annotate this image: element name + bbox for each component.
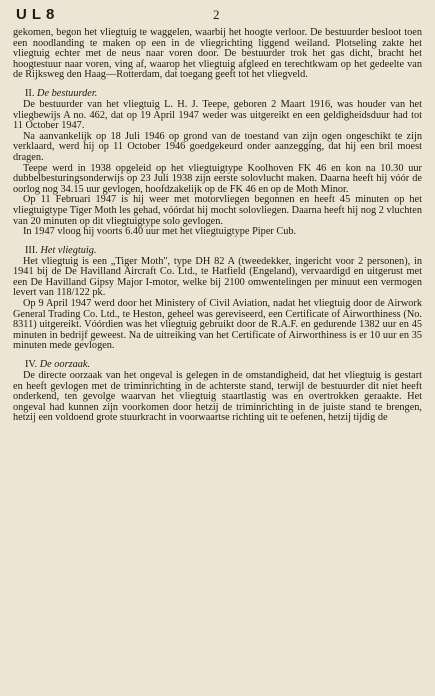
section-title: De oorzaak. [39, 359, 91, 371]
section-number: IV. [25, 359, 38, 371]
paragraph: De directe oorzaak van het ongeval is gelegen in de omstandigheid, dat het vliegtuig is gestart en heeft gevlogen met de triminrichting in de achterste stand, terwijl de bestuurder dit niet heeft onderkend, ten gevolge waarvan het vliegtuig staartlastig was en overtrokken geraakte. Het ongeval had kunnen zijn voorkomen door hetzij de triminrichting in de juiste stand te brengen, hetzij een voldoend grote stuurkracht in voorwaartse richting uit te oefenen, hetzij tijdig de [13, 370, 422, 424]
section-heading-vliegtuig [13, 245, 422, 256]
section-heading-oorzaak [13, 359, 422, 370]
intro-paragraph: gekomen, begon het vliegtuig te waggelen, waarbij het hoogte verloor. De bestuurder besloot toen een noodlanding te maken op een in de vliegrichting liggend weiland. Plotseling zakte het vliegtuig echter met de neus naar voren door. De bestuurder trok het gas dicht, bracht het hoogtestuur naar voren, ving af, waarop het vliegtuig afgleed en terechtkwam op het gedeelte van de Rijksweg den Haag—Rotterdam, dat toegang geeft tot het vliegveld. [13, 27, 422, 81]
document-code: UL8 [16, 6, 60, 23]
paragraph: Op 11 Februari 1947 is hij weer met motorvliegen begonnen en heeft 45 minuten op het vliegtuigtype Tiger Moth les gehad, vóórdat hij mocht solovliegen. Daarna heeft hij nog 2 vluchten van 20 minuten op dit vliegtuigtype solo gevlogen. [13, 194, 422, 227]
section-number: III. [25, 244, 38, 256]
paragraph: Na aanvankelijk op 18 Juli 1946 op grond van de toestand van zijn ogen ongeschikt te zijn verklaard, werd hij op 11 October 1946 goedgekeurd onder aanzegging, dat hij een bril moest dragen. [13, 130, 422, 163]
paragraph: In 1947 vloog hij voorts 6.40 uur met het vliegtuigtype Piper Cub. [23, 226, 297, 238]
section-title: De bestuurder. [37, 87, 98, 99]
page-number: 2 [213, 7, 220, 22]
paragraph: Op 9 April 1947 werd door het Ministery of Civil Aviation, nadat het vliegtuig door de Airwork General Trading Co. Ltd., te Heston, geheel was gereviseerd, een Certificate of Airworthiness (No. 8311) uitgereikt. Vóórdien was het vliegtuig gebruikt door de R.A.F. en gedurende 1382 uur en 45 minuten in bedrijf geweest. Na de uitreiking van het Certificate of Airworthiness is er 10 uur en 35 minuten mede gevlogen. [13, 298, 422, 352]
section-number: II. [25, 87, 35, 99]
section-heading-bestuurder [13, 88, 422, 99]
page-header [13, 6, 422, 28]
paragraph: Het vliegtuig is een „Tiger Moth", type DH 82 A (tweedekker, ingericht voor 2 personen), in 1941 bij de De Havilland Aircraft Co. Ltd., te Hatfield (Engeland), vervaardigd en uitgerust met een De Havilland Gipsy Major I-motor, welke bij 2100 omwentelingen per minuut een vermogen levert van 118/122 pk. [13, 255, 422, 299]
paragraph: Teepe werd in 1938 opgeleid op het vliegtuigtype Koolhoven FK 46 en kon na 10.30 uur dubbelbesturingsonderwijs op 23 Juli 1938 zijn eerste solovlucht maken. Daarna heeft hij vóór de oorlog nog 34.15 uur gevlogen, hoofdzakelijk op de FK 46 en op de Moth Minor. [13, 162, 422, 195]
paragraph: De bestuurder van het vliegtuig L. H. J. Teepe, geboren 2 Maart 1916, was houder van het vliegbewijs A no. 462, dat op 19 April 1947 weder was uitgereikt en een geldigheidsduur had tot 11 October 1947. [13, 98, 422, 132]
section-title: Het vliegtuig. [40, 244, 97, 256]
